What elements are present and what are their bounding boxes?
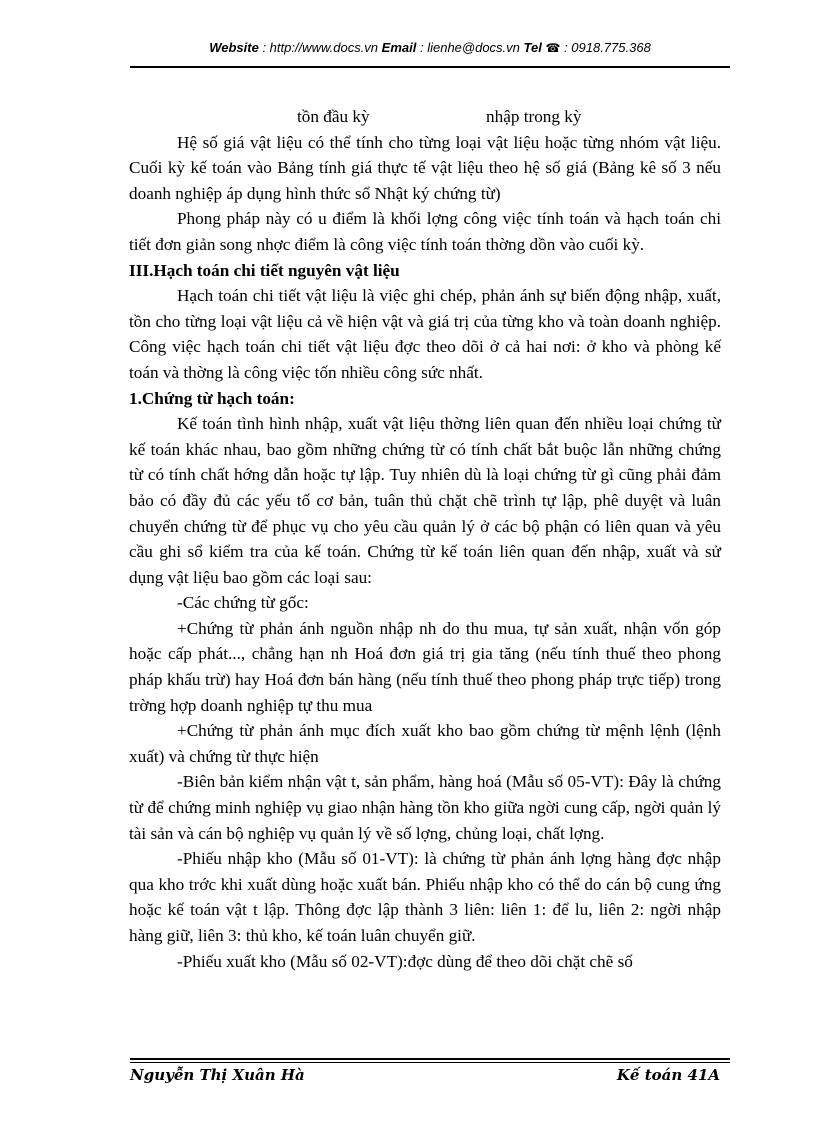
tel-value: : 0918.775.368 [564,40,651,55]
telephone-icon: ☎ [545,41,561,55]
website-label: Website [209,40,259,55]
paragraph: Hệ số giá vật liệu có thể tính cho từng loại vật liệu hoặc từng nhóm vật liệu. Cuối kỳ kế toán vào Bảng tính giá thực tế vật liệu theo hệ số giá (Bảng kê số 3 nếu doanh nghiệp áp dụng hình thức sổ Nhật ký chứng từ) [129,132,721,203]
page-header [130,40,730,68]
paragraph: Kế toán tình hình nhập, xuất vật liệu thờng liên quan đến nhiều loại chứng từ kế toán khác nhau, bao gồm những chứng từ có tính chất bắt buộc lẫn những chứng từ có tính chất hớng dẫn hoặc tự lập. Tuy nhiên dù là loại chứng từ gì cũng phải đảm bảo có đầy đủ các yếu tố cơ bản, tuân thủ chặt chẽ trình tự lập, phê duyệt và luân chuyển chứng từ để phục vụ cho yêu cầu quản lý ở các bộ phận có liên quan và yêu cầu ghi sổ kiểm tra của kế toán. Chứng từ kế toán liên quan đến nhập, xuất và sử dụng vật liệu bao gồm các loại sau: [129,414,721,587]
footer-rule-thin [130,1062,730,1063]
subsection-heading: 1.Chứng từ hạch toán: [129,388,295,408]
paragraph: +Chứng từ phản ánh mục đích xuất kho bao gồm chứng từ mệnh lệnh (lệnh xuất) và chứng từ thực hiện [129,721,721,766]
paragraph: Hạch toán chi tiết vật liệu là việc ghi chép, phản ánh sự biến động nhập, xuất, tồn cho từng loại vật liệu cả về hiện vật và giá trị của từng kho và toàn doanh nghiệp. Công việc hạch toán chi tiết vật liệu đợc theo dõi ở cả hai nơi: ở kho và phòng kế toán và thờng là công việc tốn nhiều công sức nhất. [129,286,721,382]
footer-author: Nguyễn Thị Xuân Hà [130,1066,305,1084]
email-value: : lienhe@docs.vn [419,40,520,55]
paragraph: -Phiếu nhập kho (Mẫu số 01-VT): là chứng từ phản ánh lợng hàng đợc nhập qua kho trớc khi xuất dùng hoặc xuất bán. Phiếu nhập kho có thể do cán bộ cung ứng hoặc kế toán vật t lập. Thông đợc lập thành 3 liên: liên 1: để lu, liên 2: ngời nhập hàng giữ, liên 3: thủ kho, kế toán luân chuyển giữ. [129,849,721,945]
formula-right-term: nhập trong kỳ [486,107,582,126]
tel-label: Tel [523,40,542,55]
website-value: : http://www.docs.vn [262,40,379,55]
formula-fragment [129,104,721,130]
page-footer [130,1066,730,1084]
paragraph: Phong pháp này có u điểm là khối lợng công việc tính toán và hạch toán chi tiết đơn giản song nhợc điểm là công việc tính toán thờng dồn vào cuối kỳ. [129,209,721,254]
footer-class: Kế toán 41A [616,1066,720,1084]
formula-left-term: tồn đầu kỳ [297,107,370,126]
document-body [129,104,721,974]
section-heading: III.Hạch toán chi tiết nguyên vật liệu [129,260,400,280]
paragraph: -Biên bản kiểm nhận vật t, sản phẩm, hàng hoá (Mẫu số 05-VT): Đây là chứng từ để chứng minh nghiệp vụ giao nhận hàng tồn kho giữa ngời cung cấp, ngời quản lý tài sản và cán bộ nghiệp vụ quản lý về số lợng, chủng loại, chất lợng. [129,772,721,843]
paragraph: -Các chứng từ gốc: [177,593,309,613]
paragraph: +Chứng từ phản ánh nguồn nhập nh do thu mua, tự sản xuất, nhận vốn góp hoặc cấp phát..., chẳng hạn nh Hoá đơn giá trị gia tăng (nếu tính thuế theo phong pháp khấu trừ) hay Hoá đơn bán hàng (nếu tính thuế theo phong pháp trực tiếp) trong trờng hợp doanh nghiệp tự thu mua [129,618,721,715]
footer-rule [130,1058,730,1060]
email-label: Email [381,40,417,55]
paragraph: -Phiếu xuất kho (Mẫu số 02-VT):đợc dùng để theo dõi chặt chẽ số [177,951,633,971]
